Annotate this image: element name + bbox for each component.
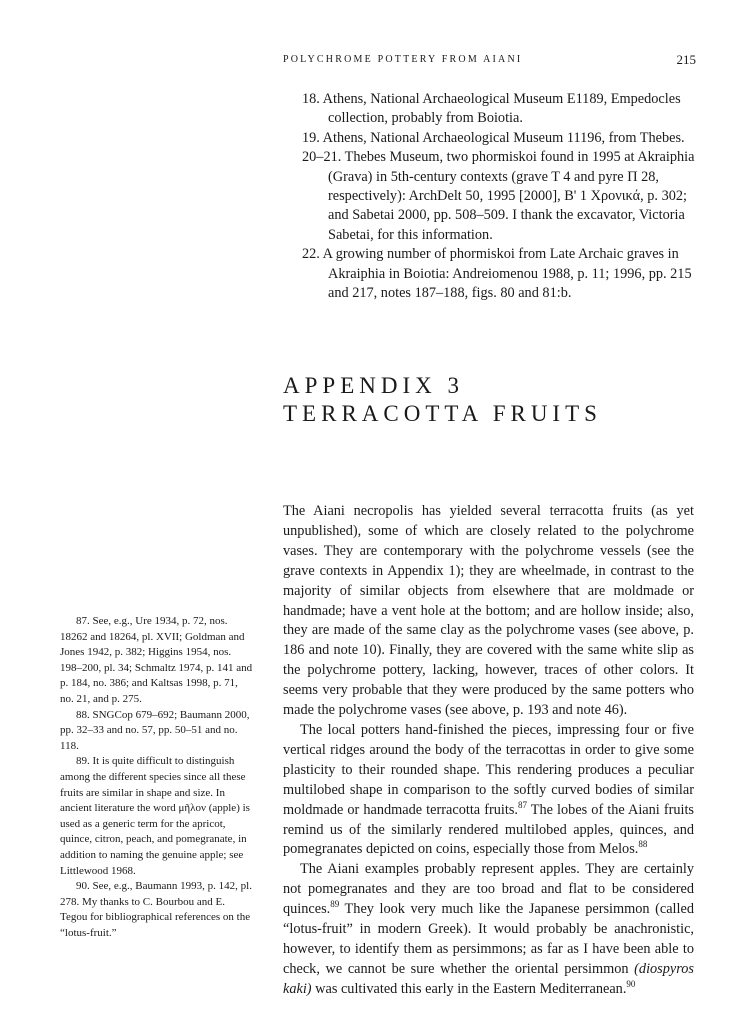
footnote-ref-90[interactable]: 90 [626, 978, 636, 989]
appendix-title [283, 372, 602, 428]
body-paragraph-2-part-b: The lobes of the Aiani fruits remind us of the similarly rendered multilobed apples, quinces, and pomegranates depicted on coins, especially those from Melos. [283, 801, 694, 858]
footnote-ref-88[interactable]: 88 [638, 839, 648, 850]
footnote-ref-89[interactable]: 89 [330, 899, 340, 910]
body-paragraph-3-part-c: was cultivated this early in the Eastern Mediterranean. [311, 980, 627, 997]
footnote-18: 18. Athens, National Archaeological Museum E1189, Empedocles collection, probably from Boiotia. [302, 91, 681, 127]
running-head: POLYCHROME POTTERY FROM AIANI [283, 54, 523, 65]
footnote-88: 88. SNGCop 679–692; Baumann 2000, pp. 32–33 and no. 57, pp. 50–51 and no. 118. [60, 708, 250, 752]
appendix-title-line2: TERRACOTTA FRUITS [283, 401, 602, 426]
body-paragraph-3 [283, 860, 694, 999]
main-body-text [283, 502, 694, 1000]
footnote-ref-87[interactable]: 87 [517, 799, 527, 810]
appendix-title-line1: APPENDIX 3 [283, 373, 464, 398]
body-paragraph-2-part-a: The local potters hand-finished the pieces, impressing four or five vertical ridges around the body of the terracottas in order to give some plasticity to their rounded shape. This rendering produces a peculiar multilobed shape in comparison to the softly curved bodies of similar moldmade or handmade terracotta fruits. [283, 721, 694, 818]
footnote-87: 87. See, e.g., Ure 1934, p. 72, nos. 18262 and 18264, pl. XVII; Goldman and Jones 1942, p. 382; Higgins 1954, nos. 198–200, pl. 34; Schmaltz 1974, p. 141 and p. 184, no. 386; and Kaltsas 1998, p. 71, no. 21, and p. 275. [60, 615, 253, 705]
side-footnotes [60, 614, 254, 941]
body-paragraph-2 [283, 721, 694, 860]
body-paragraph-1: The Aiani necropolis has yielded several terracotta fruits (as yet unpublished), some of which are closely related to the polychrome vases. They are contemporary with the polychrome vessels (see the grave contexts in Appendix 1); they are wheelmade, in contrast to the majority of similar objects from elsewhere that are moldmade or handmade; have a vent hole at the bottom; and are hollow inside; also, they are made of the same clay as the polychrome vases (see above, p. 186 and note 10). Finally, they are covered with the same white slip as the polychrome pottery, lacking, however, traces of other colors. It seems very probable that they were produced by the same potters who made the polychrome vases (see above, p. 193 and note 46). [283, 503, 694, 719]
body-paragraph-3-part-b: They look very much like the Japanese persimmon (called “lotus-fruit” in modern Greek). It would probably be anachronistic, however, to identify them as persimmons; as far as I have been able to check, we cannot be sure whether the oriental persimmon [283, 901, 694, 977]
footnote-19: 19. Athens, National Archaeological Museum 11196, from Thebes. [302, 129, 685, 146]
footnote-89: 89. It is quite difficult to distinguish among the different species since all these fruits are similar in shape and size. In ancient literature the word μῆλον (apple) is used as a generic term for the apricot, quince, citron, peach, and pomegranate, in addition to naming the genuine apple; see Littlewood 1968. [60, 755, 250, 877]
body-paragraph-3-part-a: The Aiani examples probably represent apples. They are certainly not pomegranates and they are too broad and flat to be considered quinces. [283, 861, 694, 918]
footnote-22: 22. A growing number of phormiskoi from Late Archaic graves in Akraiphia in Boiotia: Andreiomenou 1988, p. 11; 1996, pp. 215 and 217, notes 187–188, figs. 80 and 81:b. [302, 246, 692, 302]
footnote-90: 90. See, e.g., Baumann 1993, p. 142, pl. 278. My thanks to C. Bourbou and E. Tegou for bibliographical references on the “lotus-fruit.” [60, 880, 252, 939]
footnote-20-21: 20–21. Thebes Museum, two phormiskoi found in 1995 at Akraiphia (Grava) in 5th-century contexts (grave T 4 and pyre Π 28, respectively): ArchDelt 50, 1995 [2000], Β' 1 Χρονικά, p. 302; and Sabetai 2000, pp. 508–509. I thank the excavator, Victoria Sabetai, for this information. [302, 149, 695, 243]
species-name: (diospyros kaki) [283, 960, 694, 997]
top-footnotes [302, 90, 702, 303]
page-number: 215 [676, 52, 696, 67]
